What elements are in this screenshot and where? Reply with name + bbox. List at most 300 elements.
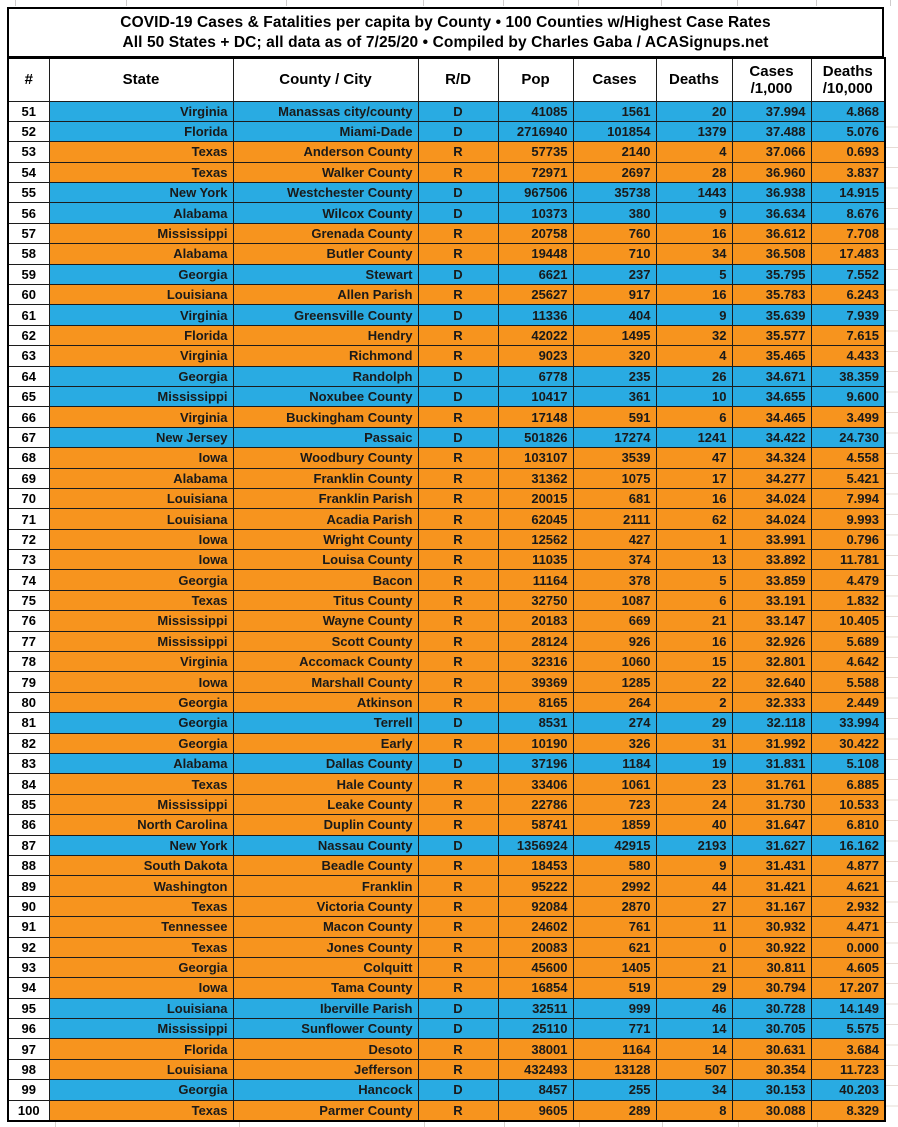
cases-per-1000-cell: 35.639: [732, 305, 811, 325]
rank-cell: 84: [8, 774, 49, 794]
county-cell: Woodbury County: [233, 448, 418, 468]
county-cell: Wright County: [233, 529, 418, 549]
population-cell: 6778: [498, 366, 573, 386]
cases-per-1000-cell: 35.795: [732, 264, 811, 284]
table-row: [8, 1080, 885, 1100]
table-row: [8, 1100, 885, 1121]
cases-per-1000-cell: 33.892: [732, 550, 811, 570]
population-cell: 57735: [498, 142, 573, 162]
county-cell: Atkinson: [233, 692, 418, 712]
state-cell: New York: [49, 835, 233, 855]
cases-cell: 1285: [573, 672, 656, 692]
covid-county-table: [7, 57, 886, 1122]
rank-cell: 99: [8, 1080, 49, 1100]
population-cell: 25627: [498, 285, 573, 305]
state-cell: Texas: [49, 162, 233, 182]
table-row: [8, 468, 885, 488]
table-row: [8, 835, 885, 855]
county-cell: Stewart: [233, 264, 418, 284]
deaths-per-10000-cell: 5.108: [811, 754, 885, 774]
table-row: [8, 611, 885, 631]
table-row: [8, 285, 885, 305]
county-cell: Franklin: [233, 876, 418, 896]
cases-per-1000-cell: 32.640: [732, 672, 811, 692]
deaths-per-10000-cell: 24.730: [811, 427, 885, 447]
county-cell: Victoria County: [233, 896, 418, 916]
population-cell: 501826: [498, 427, 573, 447]
county-cell: Titus County: [233, 590, 418, 610]
party-cell: D: [418, 101, 498, 121]
cases-cell: 255: [573, 1080, 656, 1100]
state-cell: Georgia: [49, 1080, 233, 1100]
state-cell: Mississippi: [49, 223, 233, 243]
cases-per-1000-cell: 34.422: [732, 427, 811, 447]
cases-cell: 264: [573, 692, 656, 712]
state-cell: South Dakota: [49, 855, 233, 875]
deaths-per-10000-cell: 0.000: [811, 937, 885, 957]
county-cell: Marshall County: [233, 672, 418, 692]
county-cell: Jones County: [233, 937, 418, 957]
state-cell: Iowa: [49, 550, 233, 570]
deaths-cell: 14: [656, 1019, 732, 1039]
rank-cell: 89: [8, 876, 49, 896]
rank-cell: 69: [8, 468, 49, 488]
deaths-per-10000-cell: 4.605: [811, 957, 885, 977]
cases-per-1000-cell: 34.465: [732, 407, 811, 427]
cases-cell: 1561: [573, 101, 656, 121]
col-header-cases: Cases: [573, 58, 656, 101]
county-cell: Parmer County: [233, 1100, 418, 1121]
cases-per-1000-cell: 35.577: [732, 325, 811, 345]
population-cell: 62045: [498, 509, 573, 529]
population-cell: 432493: [498, 1059, 573, 1079]
cases-per-1000-cell: 34.024: [732, 509, 811, 529]
rank-cell: 100: [8, 1100, 49, 1121]
cases-cell: 289: [573, 1100, 656, 1121]
cases-cell: 1060: [573, 652, 656, 672]
cases-per-1000-cell: 31.730: [732, 794, 811, 814]
county-cell: Louisa County: [233, 550, 418, 570]
cases-per-1000-cell: 30.728: [732, 998, 811, 1018]
cases-per-1000-cell: 37.994: [732, 101, 811, 121]
title-line-1: COVID-19 Cases & Fatalities per capita by County • 100 Counties w/Highest Case Rates: [120, 14, 771, 31]
table-row: [8, 672, 885, 692]
state-cell: Texas: [49, 896, 233, 916]
deaths-cell: 8: [656, 1100, 732, 1121]
deaths-per-10000-cell: 4.877: [811, 855, 885, 875]
cases-cell: 427: [573, 529, 656, 549]
deaths-per-10000-cell: 14.915: [811, 183, 885, 203]
deaths-per-10000-cell: 7.615: [811, 325, 885, 345]
rank-cell: 58: [8, 244, 49, 264]
population-cell: 11336: [498, 305, 573, 325]
cases-cell: 1075: [573, 468, 656, 488]
state-cell: New Jersey: [49, 427, 233, 447]
party-cell: D: [418, 264, 498, 284]
party-cell: R: [418, 917, 498, 937]
deaths-cell: 29: [656, 978, 732, 998]
table-title: [7, 7, 884, 57]
deaths-per-10000-cell: 4.433: [811, 346, 885, 366]
cases-per-1000-cell: 31.421: [732, 876, 811, 896]
party-cell: R: [418, 957, 498, 977]
col-header-party: R/D: [418, 58, 498, 101]
table-row: [8, 386, 885, 406]
cases-cell: 771: [573, 1019, 656, 1039]
table-row: [8, 754, 885, 774]
state-cell: Tennessee: [49, 917, 233, 937]
spreadsheet-right-gridlines: [886, 107, 898, 1123]
deaths-per-10000-cell: 7.939: [811, 305, 885, 325]
cases-cell: 999: [573, 998, 656, 1018]
party-cell: R: [418, 978, 498, 998]
cases-per-1000-cell: 30.705: [732, 1019, 811, 1039]
state-cell: Virginia: [49, 407, 233, 427]
cases-per-1000-cell: 30.922: [732, 937, 811, 957]
deaths-cell: 19: [656, 754, 732, 774]
county-cell: Randolph: [233, 366, 418, 386]
party-cell: D: [418, 183, 498, 203]
deaths-per-10000-cell: 10.533: [811, 794, 885, 814]
population-cell: 10190: [498, 733, 573, 753]
population-cell: 39369: [498, 672, 573, 692]
deaths-cell: 23: [656, 774, 732, 794]
county-cell: Hale County: [233, 774, 418, 794]
rank-cell: 71: [8, 509, 49, 529]
party-cell: R: [418, 733, 498, 753]
county-cell: Leake County: [233, 794, 418, 814]
cases-per-1000-cell: 30.088: [732, 1100, 811, 1121]
population-cell: 8531: [498, 713, 573, 733]
deaths-per-10000-cell: 6.243: [811, 285, 885, 305]
population-cell: 92084: [498, 896, 573, 916]
deaths-per-10000-cell: 11.781: [811, 550, 885, 570]
party-cell: D: [418, 366, 498, 386]
table-row: [8, 855, 885, 875]
county-cell: Grenada County: [233, 223, 418, 243]
cases-per-1000-cell: 32.118: [732, 713, 811, 733]
deaths-cell: 21: [656, 957, 732, 977]
cases-cell: 621: [573, 937, 656, 957]
table-row: [8, 203, 885, 223]
rank-cell: 67: [8, 427, 49, 447]
table-row: [8, 978, 885, 998]
rank-cell: 73: [8, 550, 49, 570]
population-cell: 42022: [498, 325, 573, 345]
table-row: [8, 1019, 885, 1039]
cases-cell: 1405: [573, 957, 656, 977]
deaths-per-10000-cell: 3.499: [811, 407, 885, 427]
population-cell: 24602: [498, 917, 573, 937]
population-cell: 38001: [498, 1039, 573, 1059]
table-row: [8, 590, 885, 610]
rank-cell: 74: [8, 570, 49, 590]
cases-cell: 917: [573, 285, 656, 305]
deaths-cell: 16: [656, 488, 732, 508]
deaths-per-10000-cell: 8.676: [811, 203, 885, 223]
population-cell: 6621: [498, 264, 573, 284]
rank-cell: 72: [8, 529, 49, 549]
deaths-cell: 40: [656, 815, 732, 835]
cases-per-1000-cell: 35.783: [732, 285, 811, 305]
rank-cell: 75: [8, 590, 49, 610]
state-cell: Virginia: [49, 101, 233, 121]
deaths-cell: 1379: [656, 121, 732, 141]
table-row: [8, 692, 885, 712]
deaths-per-10000-cell: 2.449: [811, 692, 885, 712]
deaths-per-10000-cell: 10.405: [811, 611, 885, 631]
table-row: [8, 774, 885, 794]
deaths-cell: 15: [656, 652, 732, 672]
population-cell: 19448: [498, 244, 573, 264]
table-row: [8, 223, 885, 243]
deaths-per-10000-cell: 1.832: [811, 590, 885, 610]
cases-cell: 761: [573, 917, 656, 937]
rank-cell: 80: [8, 692, 49, 712]
rank-cell: 61: [8, 305, 49, 325]
cases-per-1000-cell: 32.926: [732, 631, 811, 651]
rank-cell: 79: [8, 672, 49, 692]
deaths-per-10000-cell: 30.422: [811, 733, 885, 753]
population-cell: 58741: [498, 815, 573, 835]
population-cell: 12562: [498, 529, 573, 549]
table-row: [8, 305, 885, 325]
table-row: [8, 794, 885, 814]
party-cell: D: [418, 305, 498, 325]
rank-cell: 85: [8, 794, 49, 814]
deaths-cell: 34: [656, 1080, 732, 1100]
table-row: [8, 570, 885, 590]
state-cell: Louisiana: [49, 488, 233, 508]
col-header-deaths: Deaths: [656, 58, 732, 101]
rank-cell: 52: [8, 121, 49, 141]
party-cell: D: [418, 427, 498, 447]
cases-cell: 1859: [573, 815, 656, 835]
county-cell: Noxubee County: [233, 386, 418, 406]
cases-per-1000-cell: 31.167: [732, 896, 811, 916]
deaths-cell: 21: [656, 611, 732, 631]
deaths-cell: 46: [656, 998, 732, 1018]
party-cell: R: [418, 407, 498, 427]
deaths-cell: 32: [656, 325, 732, 345]
table-row: [8, 896, 885, 916]
party-cell: D: [418, 203, 498, 223]
county-cell: Colquitt: [233, 957, 418, 977]
rank-cell: 95: [8, 998, 49, 1018]
county-cell: Tama County: [233, 978, 418, 998]
table-row: [8, 917, 885, 937]
party-cell: R: [418, 611, 498, 631]
cases-per-1000-cell: 36.960: [732, 162, 811, 182]
party-cell: R: [418, 1059, 498, 1079]
party-cell: R: [418, 794, 498, 814]
party-cell: R: [418, 876, 498, 896]
deaths-cell: 11: [656, 917, 732, 937]
population-cell: 37196: [498, 754, 573, 774]
cases-cell: 1164: [573, 1039, 656, 1059]
rank-cell: 77: [8, 631, 49, 651]
state-cell: Florida: [49, 121, 233, 141]
cases-per-1000-cell: 33.859: [732, 570, 811, 590]
population-cell: 31362: [498, 468, 573, 488]
county-cell: Desoto: [233, 1039, 418, 1059]
county-cell: Beadle County: [233, 855, 418, 875]
cases-per-1000-cell: 34.671: [732, 366, 811, 386]
party-cell: R: [418, 1100, 498, 1121]
cases-per-1000-cell: 30.153: [732, 1080, 811, 1100]
rank-cell: 55: [8, 183, 49, 203]
deaths-per-10000-cell: 14.149: [811, 998, 885, 1018]
deaths-cell: 16: [656, 285, 732, 305]
county-cell: Accomack County: [233, 652, 418, 672]
table-row: [8, 407, 885, 427]
county-table-sheet: [7, 7, 884, 1122]
county-cell: Early: [233, 733, 418, 753]
state-cell: Georgia: [49, 692, 233, 712]
state-cell: Georgia: [49, 264, 233, 284]
party-cell: R: [418, 468, 498, 488]
table-row: [8, 529, 885, 549]
state-cell: New York: [49, 183, 233, 203]
deaths-cell: 9: [656, 305, 732, 325]
party-cell: D: [418, 998, 498, 1018]
deaths-cell: 4: [656, 346, 732, 366]
state-cell: Iowa: [49, 978, 233, 998]
rank-cell: 82: [8, 733, 49, 753]
cases-per-1000-cell: 37.488: [732, 121, 811, 141]
cases-cell: 42915: [573, 835, 656, 855]
rank-cell: 98: [8, 1059, 49, 1079]
cases-per-1000-cell: 36.938: [732, 183, 811, 203]
population-cell: 45600: [498, 957, 573, 977]
population-cell: 967506: [498, 183, 573, 203]
population-cell: 28124: [498, 631, 573, 651]
deaths-per-10000-cell: 7.994: [811, 488, 885, 508]
population-cell: 103107: [498, 448, 573, 468]
county-cell: Jefferson: [233, 1059, 418, 1079]
col-header-state: State: [49, 58, 233, 101]
rank-cell: 90: [8, 896, 49, 916]
rank-cell: 63: [8, 346, 49, 366]
table-row: [8, 346, 885, 366]
deaths-per-10000-cell: 40.203: [811, 1080, 885, 1100]
deaths-per-10000-cell: 3.837: [811, 162, 885, 182]
rank-cell: 96: [8, 1019, 49, 1039]
party-cell: D: [418, 386, 498, 406]
deaths-per-10000-cell: 4.471: [811, 917, 885, 937]
table-row: [8, 631, 885, 651]
county-cell: Anderson County: [233, 142, 418, 162]
county-cell: Allen Parish: [233, 285, 418, 305]
party-cell: D: [418, 754, 498, 774]
deaths-cell: 1443: [656, 183, 732, 203]
deaths-cell: 14: [656, 1039, 732, 1059]
rank-cell: 86: [8, 815, 49, 835]
county-cell: Franklin County: [233, 468, 418, 488]
deaths-cell: 1241: [656, 427, 732, 447]
rank-cell: 51: [8, 101, 49, 121]
party-cell: R: [418, 550, 498, 570]
rank-cell: 87: [8, 835, 49, 855]
cases-cell: 101854: [573, 121, 656, 141]
deaths-cell: 6: [656, 407, 732, 427]
rank-cell: 56: [8, 203, 49, 223]
party-cell: R: [418, 937, 498, 957]
state-cell: Texas: [49, 1100, 233, 1121]
party-cell: R: [418, 509, 498, 529]
table-row: [8, 957, 885, 977]
rank-cell: 65: [8, 386, 49, 406]
deaths-per-10000-cell: 7.552: [811, 264, 885, 284]
cases-cell: 2697: [573, 162, 656, 182]
county-cell: Wayne County: [233, 611, 418, 631]
deaths-per-10000-cell: 4.621: [811, 876, 885, 896]
county-cell: Walker County: [233, 162, 418, 182]
cases-cell: 320: [573, 346, 656, 366]
col-header-rank: #: [8, 58, 49, 101]
cases-per-1000-cell: 31.647: [732, 815, 811, 835]
state-cell: Iowa: [49, 448, 233, 468]
deaths-per-10000-cell: 0.796: [811, 529, 885, 549]
deaths-cell: 22: [656, 672, 732, 692]
population-cell: 11035: [498, 550, 573, 570]
deaths-per-10000-cell: 17.483: [811, 244, 885, 264]
cases-per-1000-cell: 31.627: [732, 835, 811, 855]
deaths-per-10000-cell: 5.076: [811, 121, 885, 141]
cases-per-1000-cell: 37.066: [732, 142, 811, 162]
cases-per-1000-cell: 31.831: [732, 754, 811, 774]
cases-cell: 580: [573, 855, 656, 875]
state-cell: Louisiana: [49, 285, 233, 305]
cases-cell: 2140: [573, 142, 656, 162]
deaths-cell: 0: [656, 937, 732, 957]
deaths-cell: 10: [656, 386, 732, 406]
table-row: [8, 652, 885, 672]
table-row: [8, 488, 885, 508]
deaths-cell: 507: [656, 1059, 732, 1079]
cases-cell: 378: [573, 570, 656, 590]
population-cell: 10417: [498, 386, 573, 406]
state-cell: Mississippi: [49, 611, 233, 631]
state-cell: Georgia: [49, 957, 233, 977]
party-cell: R: [418, 325, 498, 345]
population-cell: 20015: [498, 488, 573, 508]
rank-cell: 54: [8, 162, 49, 182]
table-row: [8, 244, 885, 264]
state-cell: Alabama: [49, 244, 233, 264]
party-cell: D: [418, 713, 498, 733]
cases-cell: 1087: [573, 590, 656, 610]
deaths-cell: 16: [656, 223, 732, 243]
table-row: [8, 1039, 885, 1059]
state-cell: Georgia: [49, 570, 233, 590]
deaths-per-10000-cell: 5.421: [811, 468, 885, 488]
state-cell: Louisiana: [49, 1059, 233, 1079]
population-cell: 20758: [498, 223, 573, 243]
rank-cell: 59: [8, 264, 49, 284]
table-row: [8, 713, 885, 733]
state-cell: Alabama: [49, 468, 233, 488]
cases-per-1000-cell: 30.811: [732, 957, 811, 977]
cases-per-1000-cell: 34.324: [732, 448, 811, 468]
party-cell: D: [418, 121, 498, 141]
county-cell: Duplin County: [233, 815, 418, 835]
rank-cell: 53: [8, 142, 49, 162]
cases-per-1000-cell: 30.354: [732, 1059, 811, 1079]
county-cell: Greensville County: [233, 305, 418, 325]
col-header-cases-per-1000: Cases /1,000: [732, 58, 811, 101]
deaths-per-10000-cell: 38.359: [811, 366, 885, 386]
